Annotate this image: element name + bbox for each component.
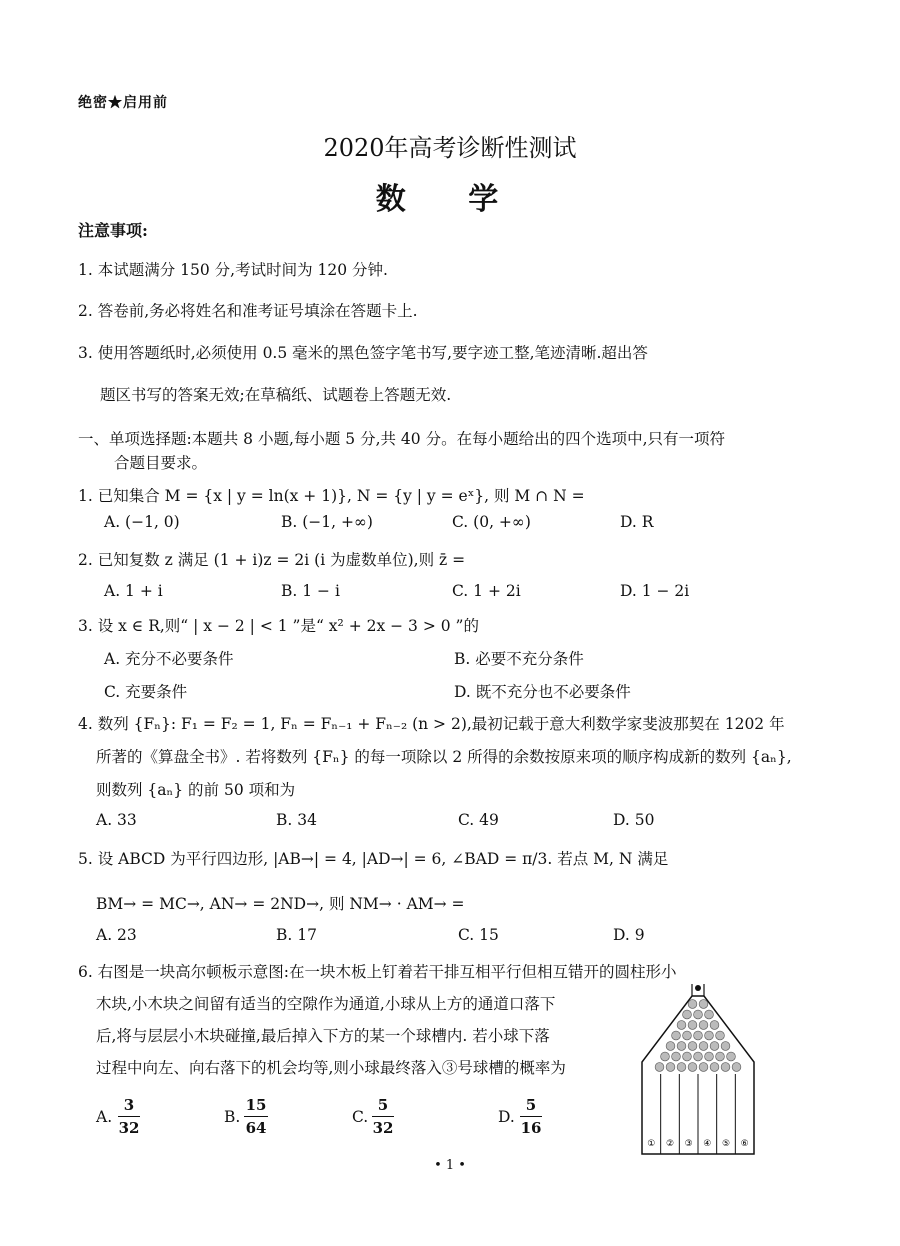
peg: [683, 1010, 692, 1019]
peg: [710, 1042, 719, 1051]
peg: [683, 1031, 692, 1040]
question-4-line-2: 所著的《算盘全书》. 若将数列 {Fₙ} 的每一项除以 2 所得的余数按原来项的顺序构成新的数列 {aₙ},: [96, 748, 792, 766]
peg: [705, 1031, 714, 1040]
fraction-bar: [118, 1116, 140, 1117]
question-6-line-3: 后,将与层层小木块碰撞,最后掉入下方的某一个球槽内. 若小球下落: [96, 1027, 550, 1045]
question-6-line-2: 木块,小木块之间留有适当的空隙作为通道,小球从上方的通道口落下: [96, 995, 556, 1013]
q1-option-c: C. (0, +∞): [452, 513, 531, 531]
question-5-line-1: 5. 设 ABCD 为平行四边形, |AB→| = 4, |AD→| = 6, ∠BAD = π/3. 若点 M, N 满足: [78, 850, 669, 868]
q6-option-c-numerator: 5: [377, 1096, 389, 1114]
question-4-line-1: 4. 数列 {Fₙ}: F₁ = F₂ = 1, Fₙ = Fₙ₋₁ + Fₙ₋₂ (n > 2),最初记载于意大利数学家斐波那契在 1202 年: [78, 715, 785, 733]
exam-title: 2020年高考诊断性测试: [323, 134, 577, 162]
q3-option-a: A. 充分不必要条件: [104, 650, 234, 668]
slot-label: ①: [647, 1139, 656, 1149]
notice-item-1: 1. 本试题满分 150 分,考试时间为 120 分钟.: [78, 261, 388, 279]
question-6-line-4: 过程中向左、向右落下的机会均等,则小球最终落入③号球槽的概率为: [96, 1059, 566, 1077]
question-4-line-3: 则数列 {aₙ} 的前 50 项和为: [96, 781, 296, 799]
fraction-bar: [372, 1116, 394, 1117]
peg: [705, 1052, 714, 1061]
peg: [688, 1021, 697, 1030]
page-number: • 1 •: [434, 1158, 466, 1173]
question-6-line-1: 6. 右图是一块高尔顿板示意图:在一块木板上钉着若干排互相平行但相互错开的圆柱形小: [78, 963, 677, 981]
q6-option-b-denominator: 64: [245, 1119, 267, 1137]
notice-item-3: 3. 使用答题纸时,必须使用 0.5 毫米的黑色签字笔书写,要字迹工整,笔迹清晰.超出答: [78, 344, 648, 362]
q5-option-c: C. 15: [458, 926, 499, 944]
peg: [677, 1021, 686, 1030]
notice-item-3-cont: 题区书写的答案无效;在草稿纸、试题卷上答题无效.: [100, 386, 452, 404]
q6-option-a-numerator: 3: [123, 1096, 135, 1114]
q6-option-a-label: A.: [96, 1108, 113, 1126]
q2-option-d: D. 1 − 2i: [620, 582, 690, 600]
peg: [688, 1042, 697, 1051]
peg: [732, 1063, 741, 1072]
peg: [688, 1000, 697, 1009]
q1-option-d: D. R: [620, 513, 654, 531]
notice-heading: 注意事项:: [78, 221, 148, 240]
q2-option-c: C. 1 + 2i: [452, 582, 521, 600]
peg: [677, 1042, 686, 1051]
q2-option-a: A. 1 + i: [104, 582, 163, 600]
q6-option-a-fraction: [118, 1096, 140, 1137]
slot-label: ②: [665, 1139, 675, 1149]
question-1-stem: 1. 已知集合 M = {x | y = ln(x + 1)}, N = {y | y = eˣ}, 则 M ∩ N =: [78, 487, 585, 505]
ball: [695, 985, 701, 991]
peg: [655, 1063, 664, 1072]
q3-option-c: C. 充要条件: [104, 683, 188, 701]
peg: [699, 1021, 708, 1030]
q6-option-d-label: D.: [498, 1108, 515, 1126]
q6-option-b-numerator: 15: [245, 1096, 267, 1114]
peg: [727, 1052, 736, 1061]
peg: [694, 1010, 703, 1019]
q5-option-d: D. 9: [613, 926, 645, 944]
peg: [677, 1063, 686, 1072]
peg: [672, 1052, 681, 1061]
peg: [699, 1063, 708, 1072]
q6-option-d-numerator: 5: [525, 1096, 537, 1114]
peg: [710, 1063, 719, 1072]
slot-label: ⑤: [721, 1139, 731, 1149]
q5-option-a: A. 23: [96, 926, 137, 944]
peg: [721, 1042, 730, 1051]
peg: [672, 1031, 681, 1040]
q6-option-c-label: C.: [352, 1108, 369, 1126]
q6-option-d-denominator: 16: [520, 1119, 542, 1137]
q6-option-b-label: B.: [224, 1108, 241, 1126]
peg: [716, 1052, 725, 1061]
peg: [688, 1063, 697, 1072]
q3-option-d: D. 既不充分也不必要条件: [454, 683, 631, 701]
question-2-stem: 2. 已知复数 z 满足 (1 + i)z = 2i (i 为虚数单位),则 z̄ =: [78, 551, 466, 569]
peg: [721, 1063, 730, 1072]
confidential-mark: 绝密★启用前: [78, 95, 168, 111]
q4-option-a: A. 33: [96, 811, 137, 829]
peg: [716, 1031, 725, 1040]
section-heading: 一、单项选择题:本题共 8 小题,每小题 5 分,共 40 分。在每小题给出的四个选项中,只有一项符: [78, 430, 726, 448]
section-heading-cont: 合题目要求。: [114, 454, 208, 472]
peg: [683, 1052, 692, 1061]
peg: [705, 1010, 714, 1019]
slot-label: ④: [703, 1139, 712, 1149]
question-3-stem: 3. 设 x ∈ R,则“ | x − 2 | < 1 ”是“ x² + 2x − 3 > 0 ”的: [78, 617, 479, 635]
peg: [694, 1052, 703, 1061]
q6-option-c-denominator: 32: [372, 1119, 394, 1137]
peg-grid: [655, 1000, 741, 1072]
fraction-bar: [244, 1116, 268, 1117]
slot-label: ③: [684, 1139, 693, 1149]
peg: [699, 1042, 708, 1051]
q4-option-d: D. 50: [613, 811, 655, 829]
subject-title: 数 学: [375, 182, 525, 217]
peg: [694, 1031, 703, 1040]
q6-option-d-fraction: [520, 1096, 542, 1137]
q6-option-c-fraction: [372, 1096, 394, 1137]
peg: [666, 1063, 675, 1072]
q1-option-a: A. (−1, 0): [104, 513, 180, 531]
q1-option-b: B. (−1, +∞): [281, 513, 373, 531]
q4-option-c: C. 49: [458, 811, 499, 829]
slot-label: ⑥: [740, 1139, 749, 1149]
q5-option-b: B. 17: [276, 926, 317, 944]
fraction-bar: [520, 1116, 542, 1117]
q2-option-b: B. 1 − i: [281, 582, 340, 600]
q6-option-b-fraction: [244, 1096, 268, 1137]
peg: [699, 1000, 708, 1009]
q6-option-a-denominator: 32: [118, 1119, 140, 1137]
question-5-line-2: BM→ = MC→, AN→ = 2ND→, 则 NM→ · AM→ =: [96, 895, 465, 913]
q3-option-b: B. 必要不充分条件: [454, 650, 584, 668]
peg: [666, 1042, 675, 1051]
peg: [661, 1052, 670, 1061]
galton-board-figure: [636, 978, 760, 1158]
notice-item-2: 2. 答卷前,务必将姓名和准考证号填涂在答题卡上.: [78, 302, 418, 320]
peg: [710, 1021, 719, 1030]
q4-option-b: B. 34: [276, 811, 317, 829]
